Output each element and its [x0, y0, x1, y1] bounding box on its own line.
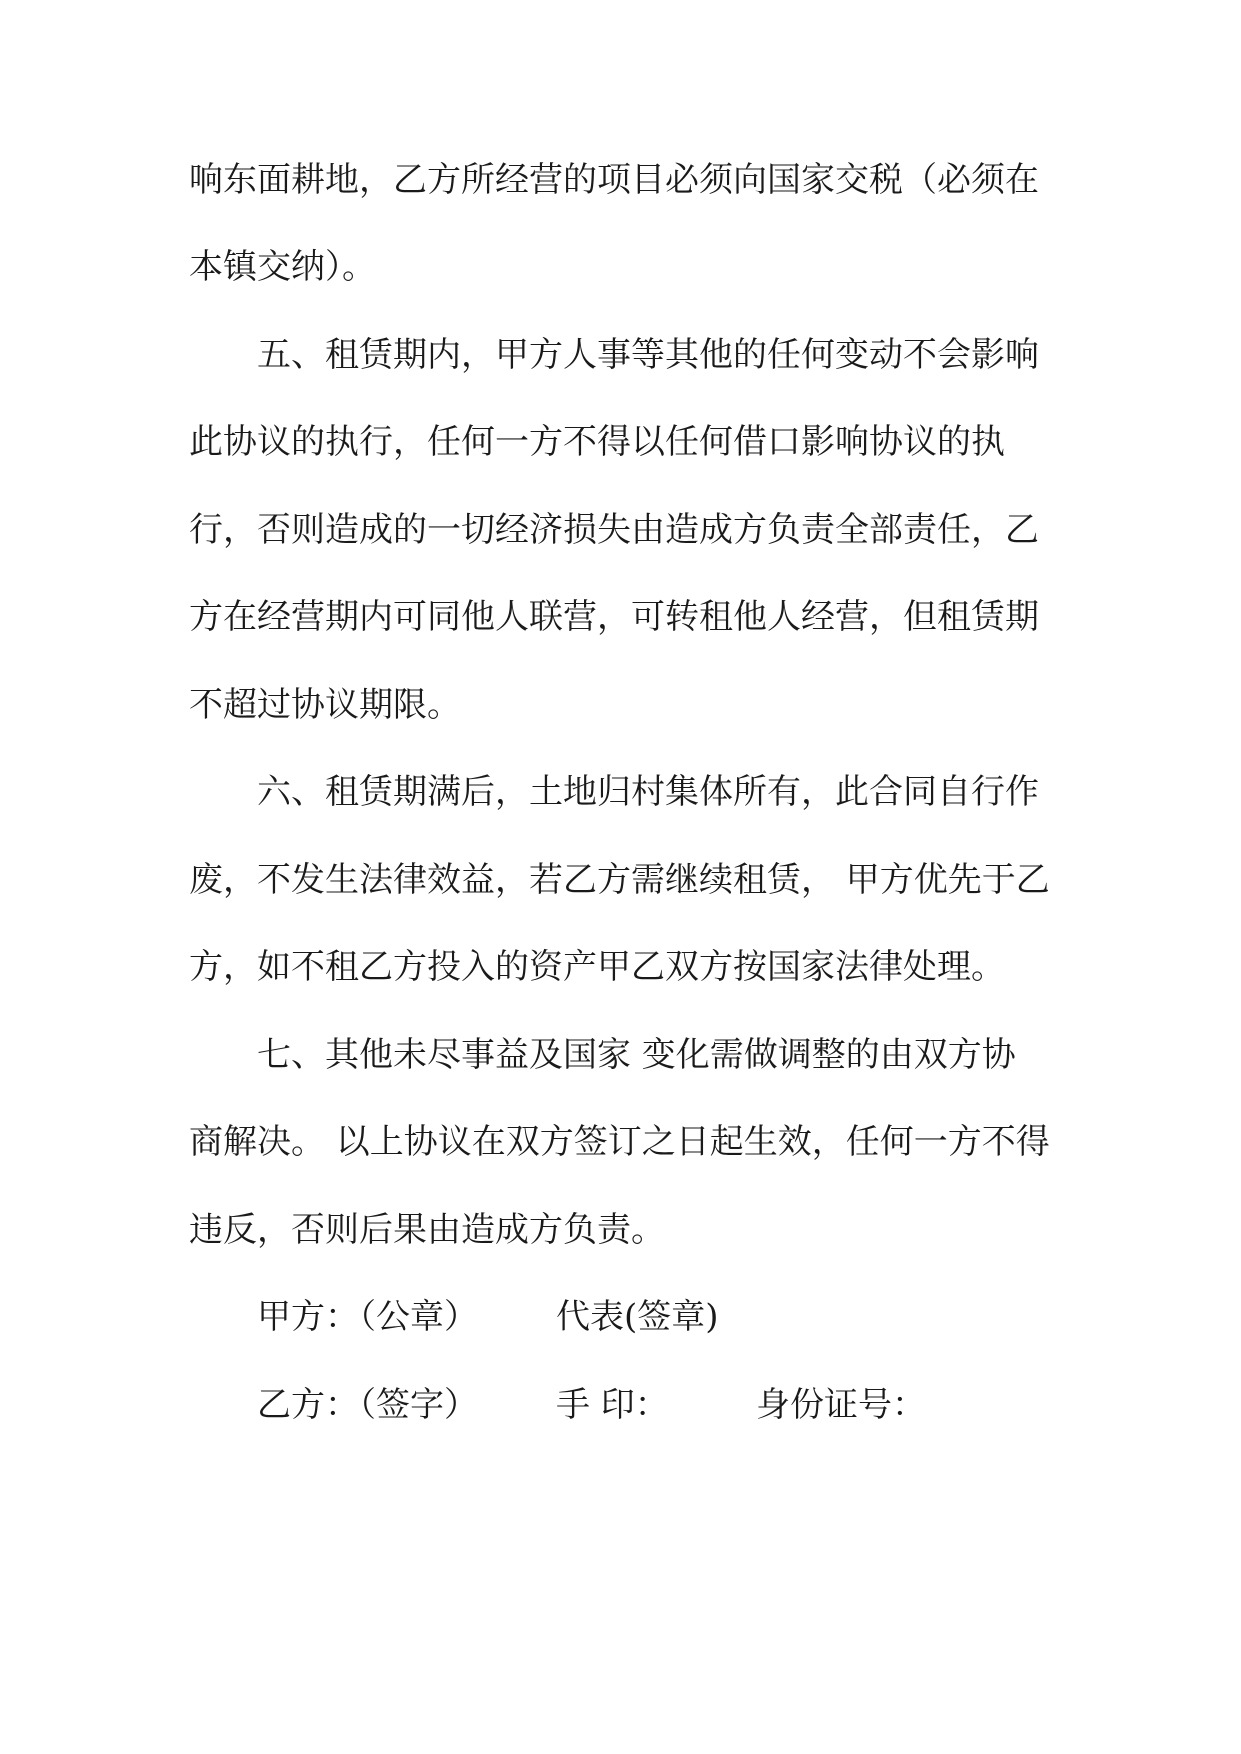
paragraph-line: 废，不发生法律效益，若乙方需继续租赁， 甲方优先于乙	[189, 860, 1050, 900]
paragraph-line: 商解决。 以上协议在双方签订之日起生效，任何一方不得	[189, 1122, 1050, 1162]
party-b-thumbprint: 手 印：	[556, 1385, 669, 1425]
party-a-label: 甲方：（公章）	[257, 1297, 478, 1337]
paragraph-line: 方，如不租乙方投入的资产甲乙双方按国家法律处理。	[189, 947, 1005, 987]
paragraph-line: 此协议的执行，任何一方不得以任何借口影响协议的执	[189, 422, 1005, 462]
party-b-id-number: 身份证号：	[756, 1385, 926, 1425]
clause-seven-line: 七、其他未尽事益及国家 变化需做调整的由双方协	[257, 1035, 1016, 1075]
party-a-representative: 代表(签章)	[556, 1297, 719, 1337]
paragraph-line: 违反，否则后果由造成方负责。	[189, 1210, 665, 1250]
paragraph-line: 响东面耕地，乙方所经营的项目必须向国家交税（必须在	[189, 160, 1039, 200]
paragraph-line: 方在经营期内可同他人联营，可转租他人经营，但租赁期	[189, 597, 1039, 637]
clause-five-line: 五、租赁期内，甲方人事等其他的任何变动不会影响	[257, 335, 1039, 375]
paragraph-line: 行，否则造成的一切经济损失由造成方负责全部责任，乙	[189, 510, 1039, 550]
clause-six-line: 六、租赁期满后，土地归村集体所有，此合同自行作	[257, 772, 1039, 812]
party-b-label: 乙方：（签字）	[257, 1385, 478, 1425]
paragraph-line: 不超过协议期限。	[189, 685, 461, 725]
paragraph-line: 本镇交纳）。	[189, 247, 376, 287]
